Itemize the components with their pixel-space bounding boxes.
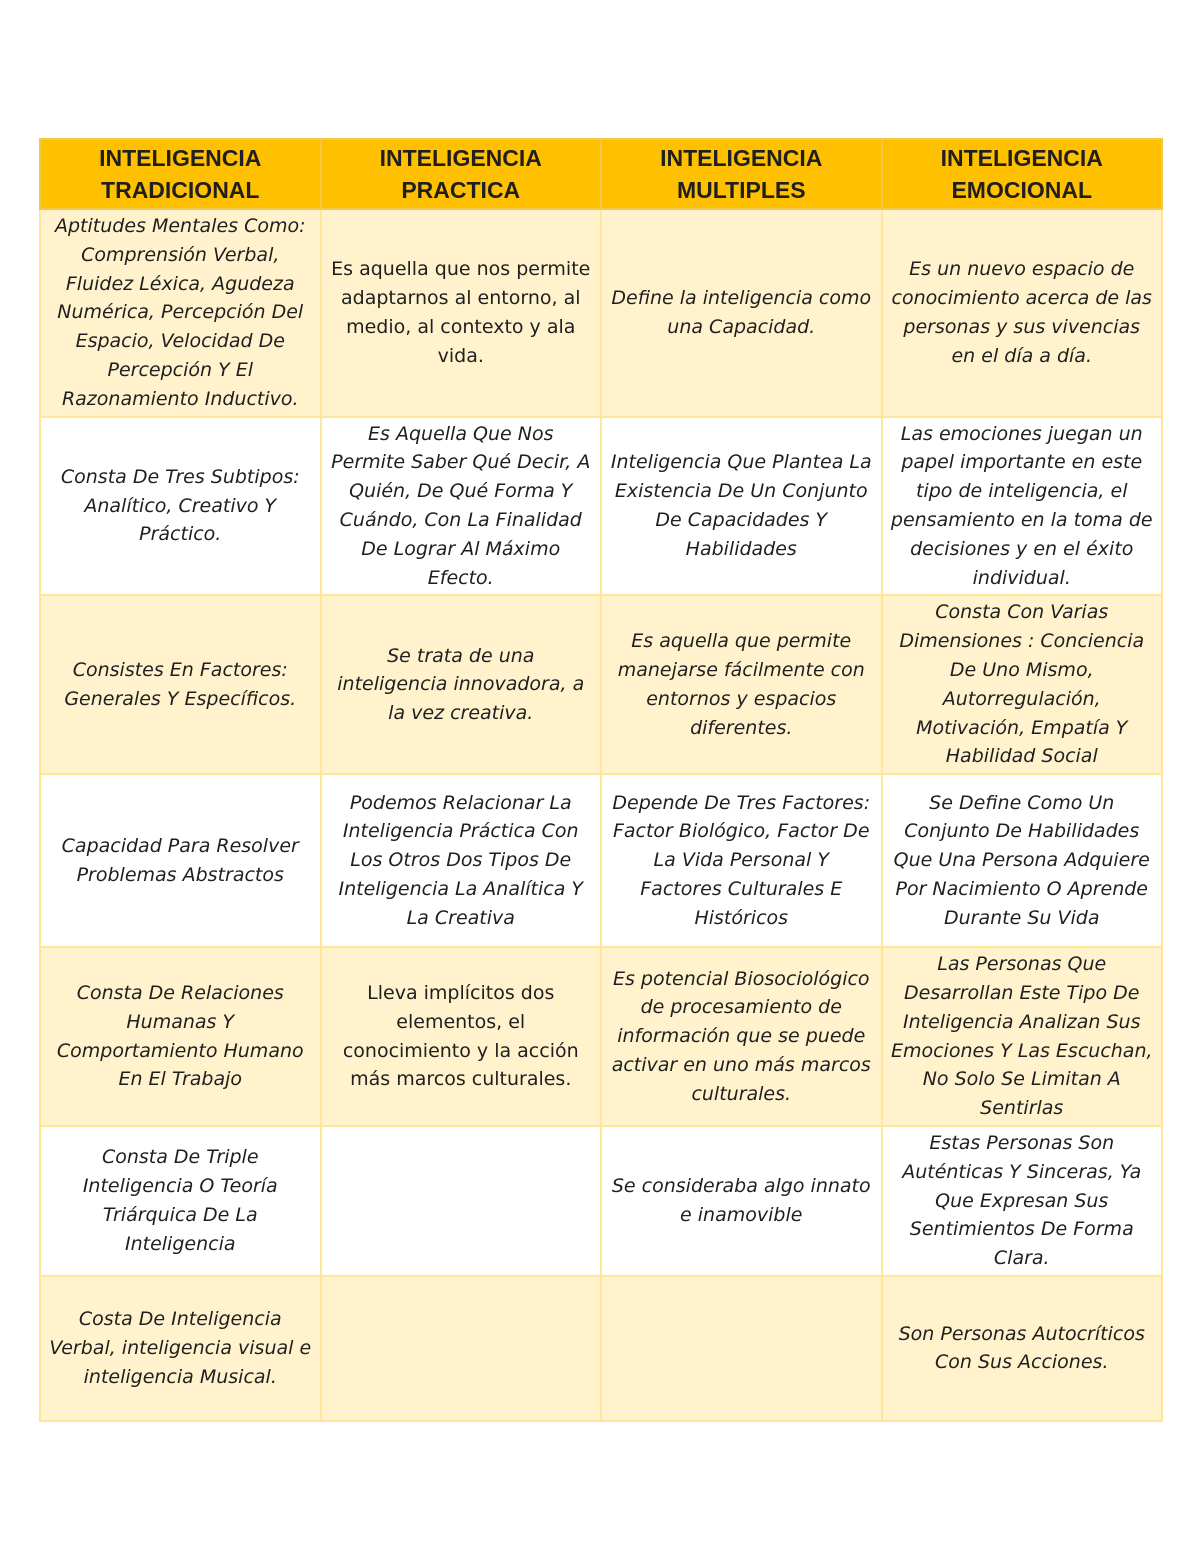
table-cell: Es aquella que nos permite adaptarnos al entorno, al medio, al contexto y ala vida. (321, 209, 602, 417)
table-cell: Se trata de una inteligencia innovadora, a la vez creativa. (321, 595, 602, 774)
table-cell: Es aquella que permite manejarse fácilmente con entornos y espacios diferentes. (601, 595, 882, 774)
table-row (40, 209, 1162, 417)
header-multiples: INTELIGENCIA MULTIPLES (601, 139, 882, 209)
table-cell: Se consideraba algo innato e inamovible (601, 1126, 882, 1276)
table-row (40, 1276, 1162, 1421)
table-cell: Consta De Tres Subtipos: Analítico, Creativo Y Práctico. (40, 417, 321, 596)
table-cell (601, 1276, 882, 1421)
header-practica: INTELIGENCIA PRACTICA (321, 139, 602, 209)
table-cell: Consta De Triple Inteligencia O Teoría Triárquica De La Inteligencia (40, 1126, 321, 1276)
table-cell: Consta Con Varias Dimensiones : Conciencia De Uno Mismo, Autorregulación, Motivación, Empatía Y Habilidad Social (882, 595, 1163, 774)
table-cell: Define la inteligencia como una Capacidad. (601, 209, 882, 417)
table-cell: Lleva implícitos dos elementos, el conocimiento y la acción más marcos culturales. (321, 947, 602, 1126)
comparison-table (39, 138, 1163, 1422)
table-row (40, 417, 1162, 596)
table-cell: Inteligencia Que Plantea La Existencia De Un Conjunto De Capacidades Y Habilidades (601, 417, 882, 596)
table-cell: Es potencial Biosociológico de procesamiento de información que se puede activar en uno más marcos culturales. (601, 947, 882, 1126)
table-cell: Es Aquella Que Nos Permite Saber Qué Decir, A Quién, De Qué Forma Y Cuándo, Con La Finalidad De Lograr Al Máximo Efecto. (321, 417, 602, 596)
table-row (40, 947, 1162, 1126)
table-row (40, 774, 1162, 947)
table-cell: Depende De Tres Factores: Factor Biológico, Factor De La Vida Personal Y Factores Culturales E Históricos (601, 774, 882, 947)
table-cell: Costa De Inteligencia Verbal, inteligencia visual e inteligencia Musical. (40, 1276, 321, 1421)
table-cell: Las emociones juegan un papel importante en este tipo de inteligencia, el pensamiento en la toma de decisiones y en el éxito individual. (882, 417, 1163, 596)
table-row (40, 595, 1162, 774)
table-cell: Son Personas Autocríticos Con Sus Acciones. (882, 1276, 1163, 1421)
table-cell: Podemos Relacionar La Inteligencia Práctica Con Los Otros Dos Tipos De Inteligencia La Analítica Y La Creativa (321, 774, 602, 947)
header-emocional: INTELIGENCIA EMOCIONAL (882, 139, 1163, 209)
header-tradicional: INTELIGENCIA TRADICIONAL (40, 139, 321, 209)
table-row (40, 1126, 1162, 1276)
table-cell: Consistes En Factores: Generales Y Específicos. (40, 595, 321, 774)
table-cell: Las Personas Que Desarrollan Este Tipo De Inteligencia Analizan Sus Emociones Y Las Escuchan, No Solo Se Limitan A Sentirlas (882, 947, 1163, 1126)
table-cell: Capacidad Para Resolver Problemas Abstractos (40, 774, 321, 947)
table-cell: Aptitudes Mentales Como: Comprensión Verbal, Fluidez Léxica, Agudeza Numérica, Percepción Del Espacio, Velocidad De Percepción Y El Razonamiento Inductivo. (40, 209, 321, 417)
table-cell: Consta De Relaciones Humanas Y Comportamiento Humano En El Trabajo (40, 947, 321, 1126)
table-cell: Estas Personas Son Auténticas Y Sinceras, Ya Que Expresan Sus Sentimientos De Forma Clara. (882, 1126, 1163, 1276)
table-cell: Se Define Como Un Conjunto De Habilidades Que Una Persona Adquiere Por Nacimiento O Aprende Durante Su Vida (882, 774, 1163, 947)
table-cell (321, 1126, 602, 1276)
header-row (40, 139, 1162, 209)
table-cell: Es un nuevo espacio de conocimiento acerca de las personas y sus vivencias en el día a día. (882, 209, 1163, 417)
table-cell (321, 1276, 602, 1421)
